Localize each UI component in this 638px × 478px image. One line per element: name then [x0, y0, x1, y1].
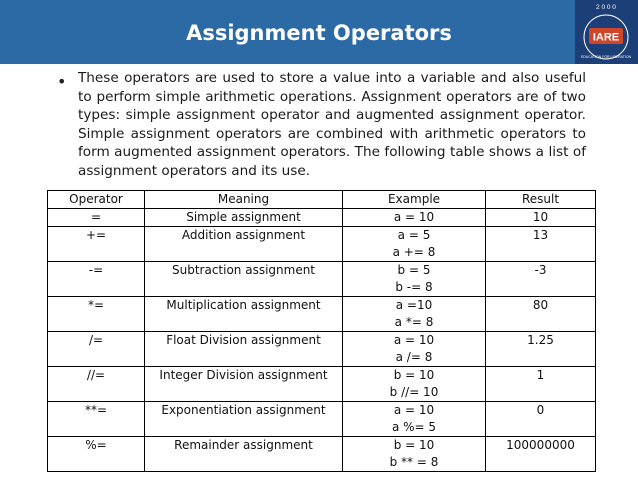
- result-cell: 80: [486, 297, 596, 332]
- example-line: b = 10: [393, 368, 435, 382]
- operator-cell: *=: [48, 297, 145, 332]
- operator-cell: =: [48, 209, 145, 227]
- logo-motto: EDUCATION FOR LIBERATION: [580, 55, 632, 59]
- operator-cell: +=: [48, 227, 145, 262]
- example-cell: [343, 297, 486, 332]
- example-line: a = 10: [393, 403, 435, 417]
- logo-text: IARE: [592, 31, 620, 44]
- result-cell: 1: [486, 367, 596, 402]
- meaning-cell: Integer Division assignment: [145, 367, 343, 402]
- meaning-cell: Multiplication assignment: [145, 297, 343, 332]
- iare-logo: [575, 0, 638, 64]
- example-line: b //= 10: [389, 385, 439, 399]
- meaning-cell: Simple assignment: [145, 209, 343, 227]
- example-cell: [343, 227, 486, 262]
- operators-table: [47, 190, 596, 472]
- example-cell: [343, 209, 486, 227]
- example-cell: [343, 437, 486, 472]
- meaning-cell: Float Division assignment: [145, 332, 343, 367]
- table-row: [48, 437, 596, 472]
- result-cell: 0: [486, 402, 596, 437]
- example-cell: [343, 367, 486, 402]
- operator-cell: //=: [48, 367, 145, 402]
- table-row: [48, 332, 596, 367]
- example-line: b ** = 8: [389, 455, 439, 469]
- example-line: a = 10: [393, 333, 435, 347]
- example-line: a *= 8: [394, 315, 434, 329]
- example-line: a = 10: [393, 210, 435, 224]
- header-example: Example: [343, 191, 486, 209]
- header-operator: Operator: [48, 191, 145, 209]
- meaning-cell: Addition assignment: [145, 227, 343, 262]
- table-row: [48, 402, 596, 437]
- example-cell: [343, 332, 486, 367]
- page-title: Assignment Operators: [186, 21, 452, 45]
- result-cell: 100000000: [486, 437, 596, 472]
- example-line: b = 10: [393, 438, 435, 452]
- description-paragraph: These operators are used to store a value into a variable and also useful to perform simple arithmetic operations. Assignment operators are of two types: simple assignment operator and augmented assignment operator. Simple assignment operators are combined with arithmetic operators to form augmented assignment operators. The following table shows a list of assignment operators and its use.: [78, 70, 586, 179]
- table-row: [48, 209, 596, 227]
- example-line: a += 8: [392, 245, 436, 259]
- example-line: b = 5: [397, 263, 431, 277]
- table-row: [48, 227, 596, 262]
- example-line: a /= 8: [395, 350, 433, 364]
- logo-year: 2 0 0 0: [596, 4, 616, 11]
- table-row: [48, 297, 596, 332]
- example-line: a =10: [395, 298, 433, 312]
- example-line: b -= 8: [395, 280, 433, 294]
- operator-cell: %=: [48, 437, 145, 472]
- example-line: a %= 5: [391, 420, 437, 434]
- operator-cell: -=: [48, 262, 145, 297]
- table-row: [48, 367, 596, 402]
- table-header-row: [48, 191, 596, 209]
- bullet-icon: •: [57, 72, 67, 91]
- table-row: [48, 262, 596, 297]
- header-result: Result: [486, 191, 596, 209]
- result-cell: 1.25: [486, 332, 596, 367]
- header-meaning: Meaning: [145, 191, 343, 209]
- operator-cell: **=: [48, 402, 145, 437]
- example-line: a = 5: [397, 228, 431, 242]
- example-cell: [343, 262, 486, 297]
- result-cell: 10: [486, 209, 596, 227]
- meaning-cell: Remainder assignment: [145, 437, 343, 472]
- example-cell: [343, 402, 486, 437]
- result-cell: -3: [486, 262, 596, 297]
- meaning-cell: Exponentiation assignment: [145, 402, 343, 437]
- result-cell: 13: [486, 227, 596, 262]
- operator-cell: /=: [48, 332, 145, 367]
- meaning-cell: Subtraction assignment: [145, 262, 343, 297]
